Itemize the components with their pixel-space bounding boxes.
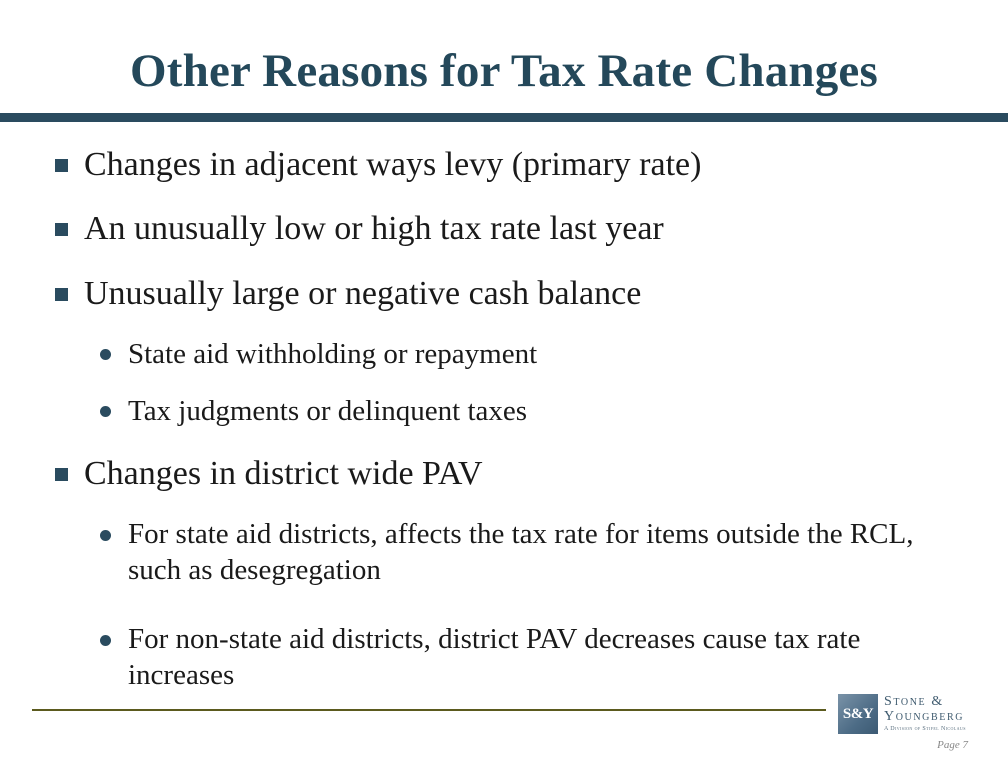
title-divider bbox=[0, 113, 1008, 122]
logo-mark: S&Y bbox=[838, 694, 878, 734]
sub-bullet-item: State aid withholding or repayment bbox=[128, 338, 538, 370]
footer-divider bbox=[32, 709, 826, 711]
square-bullet-icon bbox=[55, 288, 68, 301]
sub-bullet-item: For non-state aid districts, district PAV decreases cause tax rate increases bbox=[128, 623, 861, 691]
round-bullet-icon bbox=[100, 406, 111, 417]
logo-tagline: A Division of Stifel Nicolaus bbox=[884, 726, 966, 732]
bullet-item: Changes in adjacent ways levy (primary rate) bbox=[84, 146, 702, 183]
slide-title: Other Reasons for Tax Rate Changes bbox=[130, 45, 878, 97]
sub-bullet-item: Tax judgments or delinquent taxes bbox=[128, 395, 528, 427]
sub-bullet-item: For state aid districts, affects the tax rate for items outside the RCL, such as desegregation bbox=[128, 518, 914, 586]
square-bullet-icon bbox=[55, 159, 68, 172]
logo-text-line1: Stone & bbox=[884, 694, 944, 709]
round-bullet-icon bbox=[100, 530, 111, 541]
round-bullet-icon bbox=[100, 635, 111, 646]
company-logo bbox=[838, 694, 1008, 740]
bullet-item: Changes in district wide PAV bbox=[84, 455, 483, 492]
square-bullet-icon bbox=[55, 223, 68, 236]
logo-text-line2: Youngberg bbox=[884, 709, 965, 724]
bullet-item: Unusually large or negative cash balance bbox=[84, 275, 642, 312]
square-bullet-icon bbox=[55, 468, 68, 481]
bullet-item: An unusually low or high tax rate last year bbox=[84, 210, 664, 247]
page-number: Page 7 bbox=[937, 739, 968, 751]
round-bullet-icon bbox=[100, 349, 111, 360]
